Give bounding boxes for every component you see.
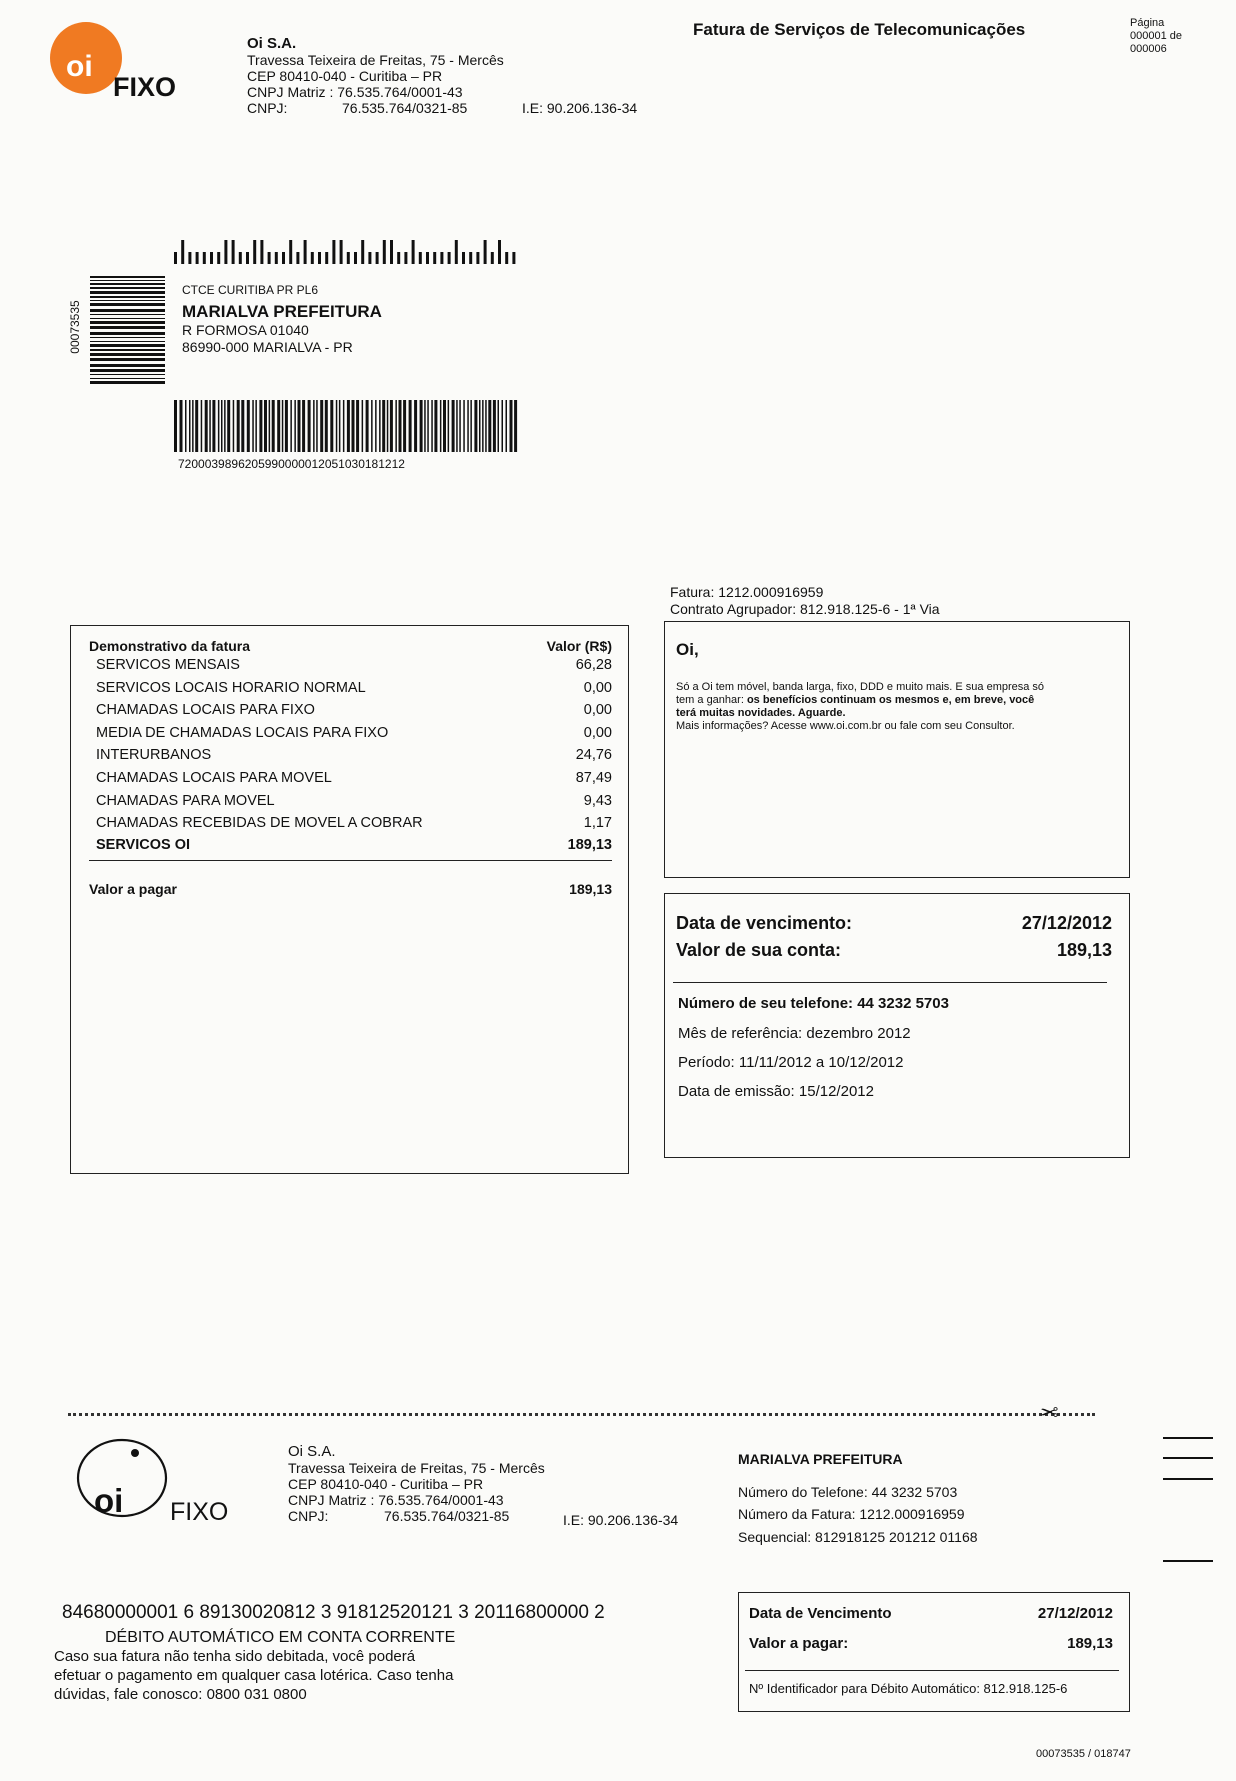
stub-ie: I.E: 90.206.136-34 <box>563 1512 679 1528</box>
statement-row-value: 0,00 <box>583 679 612 696</box>
amount-label: Valor de sua conta: <box>676 940 842 960</box>
debit-title: DÉBITO AUTOMÁTICO EM CONTA CORRENTE <box>105 1629 456 1646</box>
fixo-logo-text: FIXO <box>113 72 177 102</box>
company-cnpj: 76.535.764/0321-85 <box>342 100 468 116</box>
side-mark <box>1163 1457 1213 1459</box>
subtotal-value: 189,13 <box>567 837 612 853</box>
statement-row-label: MEDIA DE CHAMADAS LOCAIS PARA FIXO <box>96 724 389 741</box>
side-mark <box>1163 1560 1213 1562</box>
statement-row-label: CHAMADAS RECEBIDAS DE MOVEL A COBRAR <box>96 815 423 832</box>
company-cnpj-matriz: CNPJ Matriz : 76.535.764/0001-43 <box>247 84 463 100</box>
stub-logo-outline <box>72 1432 182 1522</box>
stub-company: Oi S.A. <box>288 1443 336 1460</box>
due-date-label: Data de vencimento: <box>676 913 853 933</box>
stub-customer: MARIALVA PREFEITURA <box>738 1451 903 1467</box>
statement-row-value: 87,49 <box>575 770 612 786</box>
vertical-code: 00073535 <box>68 300 82 354</box>
company-name: Oi S.A. <box>247 35 297 52</box>
stub-divider <box>745 1670 1119 1671</box>
message-text-2 <box>676 694 1034 706</box>
side-mark <box>1163 1478 1213 1480</box>
stub-logo-oi: oi <box>94 1482 124 1519</box>
statement-row-value: 24,76 <box>575 747 612 764</box>
stub-address: Travessa Teixeira de Freitas, 75 - Mercês <box>288 1460 545 1476</box>
summary-box <box>664 893 1130 1158</box>
statement-row <box>71 657 628 680</box>
message-text-3: terá muitas novidades. Aguarde. <box>676 707 846 719</box>
statement-subtotal <box>71 837 628 860</box>
mail-route: CTCE CURITIBA PR PL6 <box>182 283 319 297</box>
due-date-value: 27/12/2012 <box>1021 913 1112 933</box>
reference-month: Mês de referência: dezembro 2012 <box>678 1025 911 1042</box>
cut-line <box>68 1413 1095 1416</box>
company-address: Travessa Teixeira de Freitas, 75 - Mercês <box>247 52 504 68</box>
statement-row <box>71 770 628 793</box>
message-greeting: Oi, <box>676 640 699 659</box>
recipient-city: 86990-000 MARIALVA - PR <box>182 339 353 355</box>
stub-debit-id: Nº Identificador para Débito Automático: 812.918.125-6 <box>749 1681 1068 1696</box>
statement-value-header: Valor (R$) <box>546 638 612 654</box>
contract-number: Contrato Agrupador: 812.918.125-6 - 1ª Via <box>670 601 940 617</box>
page-number: 000001 de <box>1130 30 1182 42</box>
stub-payment-box <box>738 1592 1130 1712</box>
summary-divider <box>673 982 1107 983</box>
message-text-1: Só a Oi tem móvel, banda larga, fixo, DDD e muito mais. E sua empresa só <box>676 681 1045 693</box>
debit-text-2: efetuar o pagamento em qualquer casa lotérica. Caso tenha <box>54 1667 454 1684</box>
recipient-name: MARIALVA PREFEITURA <box>182 302 382 321</box>
statement-row <box>71 815 628 838</box>
statement-row-label: SERVICOS MENSAIS <box>96 657 240 673</box>
stub-due-value: 27/12/2012 <box>1037 1605 1113 1622</box>
page-label: Página <box>1130 17 1165 29</box>
issue-date: Data de emissão: 15/12/2012 <box>678 1083 874 1100</box>
message-text-2a: tem a ganhar: <box>676 694 747 706</box>
postal-barcode <box>172 240 522 264</box>
stub-amount-value: 189,13 <box>1067 1635 1113 1652</box>
document-title: Fatura de Serviços de Telecomunicações <box>693 20 1026 39</box>
statement-row <box>71 680 628 703</box>
statement-row-label: SERVICOS LOCAIS HORARIO NORMAL <box>96 679 366 696</box>
stub-cnpj-matriz: CNPJ Matriz : 76.535.764/0001-43 <box>288 1492 504 1508</box>
statement-divider <box>89 860 612 861</box>
debit-text-1: Caso sua fatura não tenha sido debitada, você poderá <box>54 1648 416 1665</box>
statement-row-value: 1,17 <box>583 815 612 832</box>
vertical-barcode <box>90 276 165 388</box>
statement-title: Demonstrativo da fatura <box>89 638 251 654</box>
stub-due-label: Data de Vencimento <box>749 1605 892 1622</box>
total-label: Valor a pagar <box>89 881 177 897</box>
company-cnpj-label: CNPJ: <box>247 100 288 116</box>
statement-row-value: 66,28 <box>575 657 612 673</box>
statement-total <box>71 881 628 904</box>
stub-cnpj-label: CNPJ: <box>288 1508 329 1524</box>
statement-row-value: 0,00 <box>583 724 612 741</box>
invoice-number: Fatura: 1212.000916959 <box>670 584 824 600</box>
message-box <box>664 621 1130 878</box>
cep-barcode <box>172 400 520 452</box>
statement-row-value: 9,43 <box>583 792 612 809</box>
statement-row-label: CHAMADAS PARA MOVEL <box>96 792 275 809</box>
statement-row-label: INTERURBANOS <box>96 747 212 764</box>
subtotal-label: SERVICOS OI <box>96 837 191 853</box>
stub-amount-label: Valor a pagar: <box>749 1635 849 1652</box>
stub-invoice: Número da Fatura: 1212.000916959 <box>738 1506 965 1522</box>
company-cep: CEP 80410-040 - Curitiba – PR <box>247 68 443 84</box>
message-text-4: Mais informações? Acesse www.oi.com.br ou fale com seu Consultor. <box>676 720 1015 732</box>
scissors-icon: ✂ <box>1040 1399 1059 1424</box>
statement-box <box>70 625 629 1174</box>
amount-value: 189,13 <box>1056 940 1112 960</box>
statement-row-label: CHAMADAS LOCAIS PARA MOVEL <box>96 770 332 786</box>
stub-logo-fixo: FIXO <box>170 1498 229 1526</box>
stub-cep: CEP 80410-040 - Curitiba – PR <box>288 1476 484 1492</box>
stub-phone: Número do Telefone: 44 3232 5703 <box>738 1484 958 1500</box>
digitable-line: 84680000001 6 89130020812 3 91812520121 3 20116800000 2 <box>62 1602 605 1623</box>
statement-row <box>71 702 628 725</box>
stub-cnpj: 76.535.764/0321-85 <box>384 1508 510 1524</box>
billing-period: Período: 11/11/2012 a 10/12/2012 <box>678 1054 904 1071</box>
message-text-2b: os benefícios continuam os mesmos e, em breve, você <box>746 694 1035 706</box>
page-total: 000006 <box>1130 43 1167 55</box>
debit-text-3: dúvidas, fale conosco: 0800 031 0800 <box>54 1686 307 1703</box>
side-mark <box>1163 1437 1213 1439</box>
statement-rows <box>71 657 628 842</box>
company-ie: I.E: 90.206.136-34 <box>522 100 638 116</box>
recipient-street: R FORMOSA 01040 <box>182 322 309 338</box>
cep-barcode-number: 7200039896205990000012051030181212 <box>178 457 405 471</box>
phone-number: Número de seu telefone: 44 3232 5703 <box>678 995 949 1012</box>
stub-sequencial: Sequencial: 812918125 201212 01168 <box>738 1529 978 1545</box>
footer-code: 00073535 / 018747 <box>1036 1748 1131 1760</box>
oi-logo-text: oi <box>66 50 93 83</box>
total-value: 189,13 <box>569 881 612 897</box>
statement-row <box>71 793 628 816</box>
statement-row-label: CHAMADAS LOCAIS PARA FIXO <box>96 702 315 719</box>
statement-row <box>71 747 628 770</box>
statement-row <box>71 725 628 748</box>
statement-row-value: 0,00 <box>583 702 612 719</box>
